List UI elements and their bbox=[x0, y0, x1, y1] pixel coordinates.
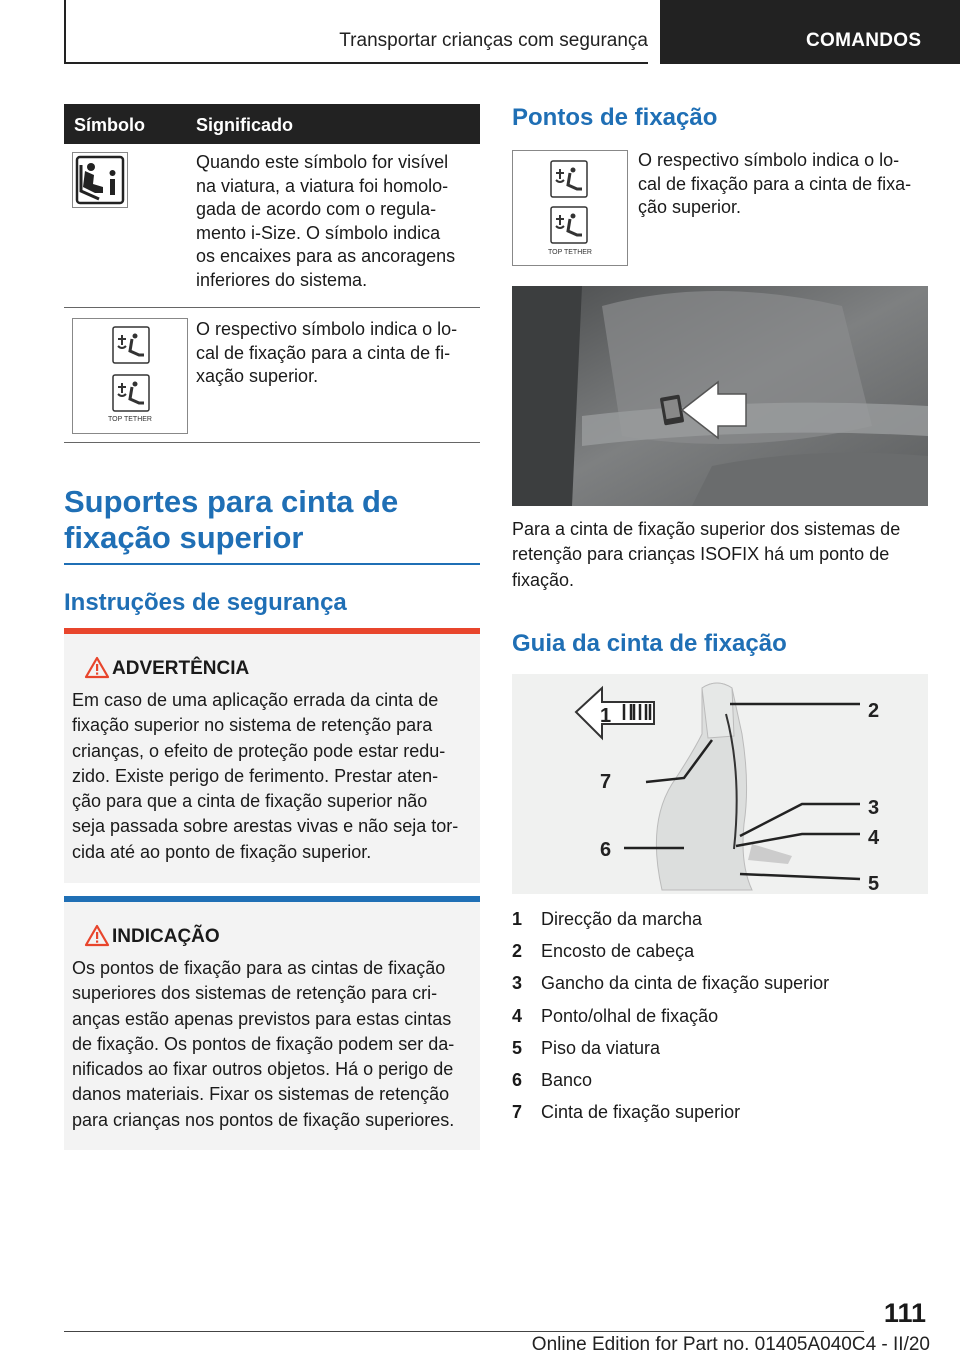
note-line: de fixação. Os pontos de fixação podem ser da- bbox=[72, 1033, 455, 1054]
list-item bbox=[512, 973, 932, 1005]
list-item bbox=[512, 941, 932, 973]
row1-line: na viatura, a viatura foi homolo- bbox=[196, 175, 449, 196]
note-triangle-icon bbox=[84, 924, 110, 947]
section-title-line: Suportes para cinta de bbox=[64, 484, 399, 519]
direction-arrow-icon bbox=[576, 688, 654, 738]
diagram-label-7: 7 bbox=[600, 771, 612, 793]
top-tether-badge: TOP TETHER bbox=[108, 416, 152, 423]
list-item-text: Piso da viatura bbox=[541, 1037, 661, 1058]
diagram-label-5: 5 bbox=[868, 873, 880, 894]
row2-line: O respectivo símbolo indica o lo- bbox=[196, 319, 458, 339]
section-title-line: fixação superior bbox=[64, 520, 304, 555]
anchor-title: Pontos de fixação bbox=[512, 104, 718, 131]
caption-line: Para a cinta de fixação superior dos sistemas de bbox=[512, 519, 901, 539]
diagram-label-4: 4 bbox=[868, 827, 880, 849]
photo-caption bbox=[512, 517, 932, 593]
caption-line: retenção para crianças ISOFIX há um ponto de bbox=[512, 544, 890, 565]
row1-line: gada de acordo com o regula- bbox=[196, 199, 437, 219]
note-box bbox=[64, 902, 480, 1150]
note-title: INDICAÇÃO bbox=[112, 926, 220, 947]
anchor-line: cal de fixação para a cinta de fixa- bbox=[638, 173, 912, 194]
list-item-text: Banco bbox=[541, 1069, 593, 1090]
legend-list bbox=[512, 909, 932, 1134]
warning-line: cida até ao ponto de fixação superior. bbox=[72, 841, 372, 862]
note-text bbox=[72, 956, 480, 1133]
list-item-number: 3 bbox=[512, 973, 523, 994]
table-header bbox=[64, 104, 480, 144]
table-divider bbox=[64, 442, 480, 443]
note-line: nificados ao fixar outros objetos. Há o perigo de bbox=[72, 1059, 454, 1080]
top-tether-symbol bbox=[72, 318, 188, 434]
warning-line: Em caso de uma aplicação errada da cinta de bbox=[72, 690, 439, 710]
note-line: superiores dos sistemas de retenção para cri- bbox=[72, 983, 438, 1004]
table-row-2-text bbox=[196, 318, 480, 389]
note-line: anças estão apenas previstos para estas cintas bbox=[72, 1008, 452, 1029]
row1-line: Quando este símbolo for visível bbox=[196, 152, 449, 172]
list-item bbox=[512, 1038, 932, 1070]
warning-box bbox=[64, 634, 480, 883]
list-item-number: 5 bbox=[512, 1037, 523, 1058]
footer-edition: Online Edition for Part no. 01405A040C4 - II/20 bbox=[531, 1334, 930, 1355]
safety-heading: Instruções de segurança bbox=[64, 589, 347, 616]
anchor-photo bbox=[512, 286, 928, 506]
list-item-number: 7 bbox=[512, 1102, 523, 1123]
note-line: Os pontos de fixação para as cintas de fixação bbox=[72, 958, 446, 978]
anchor-badge: TOP TETHER bbox=[548, 249, 592, 256]
warning-line: zido. Existe perigo de ferimento. Prestar aten- bbox=[72, 765, 439, 786]
note-line: danos materiais. Fixar os sistemas de retenção bbox=[72, 1084, 450, 1105]
tether-guide-diagram bbox=[512, 674, 928, 894]
anchor-top-tether-symbol bbox=[512, 150, 628, 266]
note-line: para crianças nos pontos de fixação superiores. bbox=[72, 1109, 455, 1130]
table-row-1-text bbox=[196, 151, 476, 292]
isize-symbol-icon bbox=[72, 152, 128, 208]
list-item bbox=[512, 1070, 932, 1102]
guide-title: Guia da cinta de fixação bbox=[512, 630, 787, 657]
header-tab-label: COMANDOS bbox=[806, 30, 922, 51]
page-number: 111 bbox=[883, 1298, 926, 1328]
row1-line: inferiores do sistema. bbox=[196, 269, 368, 290]
row2-line: cal de fixação para a cinta de fi- bbox=[196, 342, 451, 363]
table-divider bbox=[64, 307, 480, 308]
header-section-title: Transportar crianças com segurança bbox=[339, 30, 648, 51]
list-item-number: 2 bbox=[512, 941, 523, 962]
footer-rule bbox=[64, 1331, 864, 1332]
row1-line: os encaixes para as ancoragens bbox=[196, 246, 456, 266]
list-item-text: Cinta de fixação superior bbox=[541, 1102, 741, 1123]
diagram-label-1: 1 bbox=[600, 705, 612, 727]
list-item-number: 6 bbox=[512, 1069, 523, 1090]
list-item bbox=[512, 1102, 932, 1134]
diagram-label-2: 2 bbox=[868, 700, 880, 722]
warning-text bbox=[72, 688, 480, 865]
diagram-label-6: 6 bbox=[600, 839, 612, 861]
table-header-symbol: Símbolo bbox=[74, 115, 145, 135]
list-item-text: Encosto de cabeça bbox=[541, 941, 695, 962]
warning-triangle-icon bbox=[84, 656, 110, 679]
anchor-line: ção superior. bbox=[638, 197, 742, 217]
row2-line: xação superior. bbox=[196, 366, 319, 386]
warning-line: seja passada sobre arestas vivas e não seja tor- bbox=[72, 816, 459, 837]
table-header-meaning: Significado bbox=[196, 115, 294, 135]
list-item bbox=[512, 909, 932, 941]
list-item-text: Direcção da marcha bbox=[541, 909, 703, 929]
diagram-label-3: 3 bbox=[868, 797, 880, 819]
list-item-number: 4 bbox=[512, 1005, 523, 1026]
warning-title: ADVERTÊNCIA bbox=[112, 658, 250, 679]
list-item-number: 1 bbox=[512, 909, 523, 929]
list-item-text: Ponto/olhal de fixação bbox=[541, 1005, 719, 1026]
warning-line: crianças, o efeito de proteção pode estar redu- bbox=[72, 740, 446, 761]
list-item-text: Gancho da cinta de fixação superior bbox=[541, 973, 830, 994]
section-rule bbox=[64, 563, 480, 565]
row1-line: mento i-Size. O símbolo indica bbox=[196, 222, 441, 243]
warning-line: ção para que a cinta de fixação superior não bbox=[72, 791, 428, 812]
warning-line: fixação superior no sistema de retenção para bbox=[72, 715, 433, 736]
anchor-line: O respectivo símbolo indica o lo- bbox=[638, 150, 900, 170]
section-title bbox=[64, 484, 480, 556]
list-item bbox=[512, 1006, 932, 1038]
anchor-symbol-text bbox=[638, 149, 938, 220]
caption-line: fixação. bbox=[512, 569, 575, 590]
